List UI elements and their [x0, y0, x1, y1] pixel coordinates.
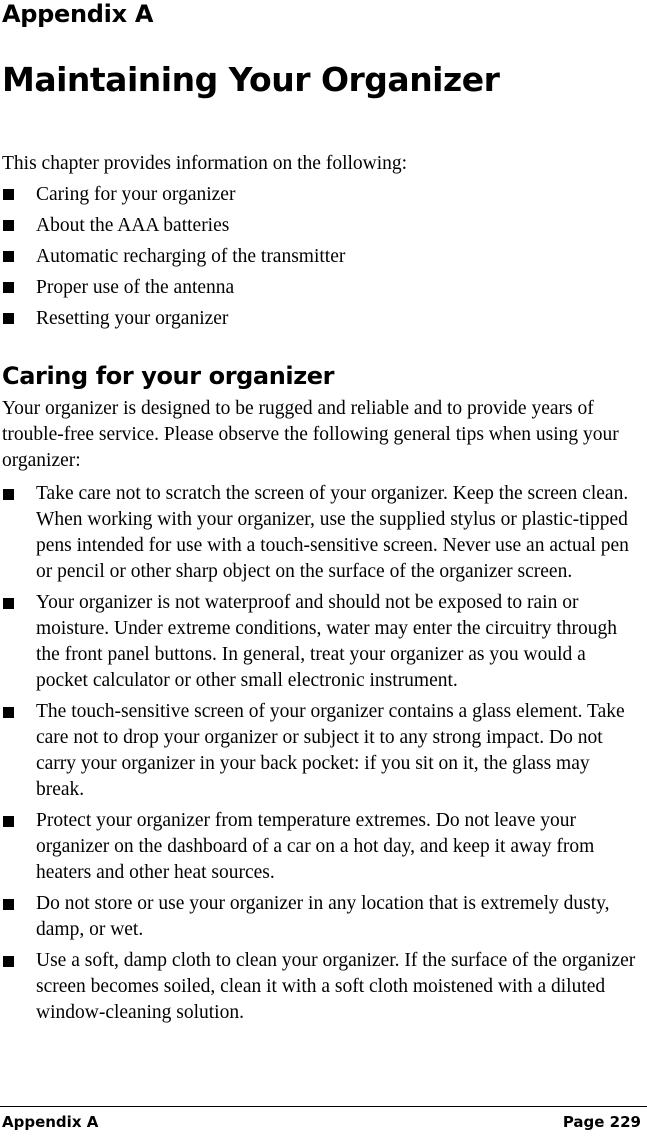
square-bullet-icon: [3, 598, 14, 609]
list-item: [0, 590, 647, 694]
chapter-title: Maintaining Your Organizer: [2, 60, 500, 99]
square-bullet-icon: [3, 313, 14, 324]
list-item: [0, 303, 647, 334]
list-item-text: Automatic recharging of the transmitter: [36, 246, 346, 267]
list-item: [0, 481, 647, 585]
footer-divider: [0, 1106, 647, 1107]
list-item-text: Your organizer is not waterproof and should not be exposed to rain or moisture. Under extreme conditions, water may enter the circuitry through the front panel buttons. In general, treat your organizer as you would a pocket calculator or other small electronic instrument.: [36, 592, 618, 691]
list-item: [0, 891, 647, 943]
square-bullet-icon: [3, 707, 14, 718]
list-item: [0, 808, 647, 886]
list-item-text: Take care not to scratch the screen of your organizer. Keep the screen clean. When working with your organizer, use the supplied stylus or plastic-tipped pens intended for use with a touch-sensitive screen. Never use an actual pen or pencil or other sharp object on the surface of the organizer screen.: [36, 483, 629, 582]
square-bullet-icon: [3, 251, 14, 262]
square-bullet-icon: [3, 899, 14, 910]
appendix-label: Appendix A: [2, 0, 154, 28]
intro-text: This chapter provides information on the following:: [2, 153, 408, 174]
square-bullet-icon: [3, 220, 14, 231]
footer-section-label: Appendix A: [2, 1113, 99, 1131]
list-item-text: Use a soft, damp cloth to clean your organizer. If the surface of the organizer screen becomes soiled, clean it with a soft cloth moistened with a diluted window-cleaning solution.: [36, 950, 636, 1023]
square-bullet-icon: [3, 282, 14, 293]
list-item: [0, 948, 647, 1026]
list-item: [0, 241, 647, 272]
care-tips-list: [0, 481, 647, 1031]
list-item-text: Caring for your organizer: [36, 184, 236, 205]
chapter-topics-list: [0, 179, 647, 334]
square-bullet-icon: [3, 489, 14, 500]
list-item: [0, 210, 647, 241]
square-bullet-icon: [3, 189, 14, 200]
list-item-text: Protect your organizer from temperature extremes. Do not leave your organizer on the dashboard of a car on a hot day, and keep it away from heaters and other heat sources.: [36, 810, 595, 883]
list-item-text: Proper use of the antenna: [36, 277, 235, 298]
list-item: [0, 699, 647, 803]
section-heading: Caring for your organizer: [2, 362, 335, 390]
square-bullet-icon: [3, 956, 14, 967]
list-item-text: Resetting your organizer: [36, 308, 229, 329]
list-item-text: About the AAA batteries: [36, 215, 230, 236]
footer-page-number: Page 229: [562, 1113, 641, 1131]
section-paragraph: Your organizer is designed to be rugged and reliable and to provide years of trouble-free service. Please observe the following general tips when using your organizer:: [2, 398, 619, 471]
list-item: [0, 272, 647, 303]
list-item: [0, 179, 647, 210]
square-bullet-icon: [3, 816, 14, 827]
list-item-text: The touch-sensitive screen of your organizer contains a glass element. Take care not to drop your organizer or subject it to any strong impact. Do not carry your organizer in your back pocket: if you sit on it, the glass may break.: [36, 701, 625, 800]
list-item-text: Do not store or use your organizer in any location that is extremely dusty, damp, or wet.: [36, 893, 610, 940]
